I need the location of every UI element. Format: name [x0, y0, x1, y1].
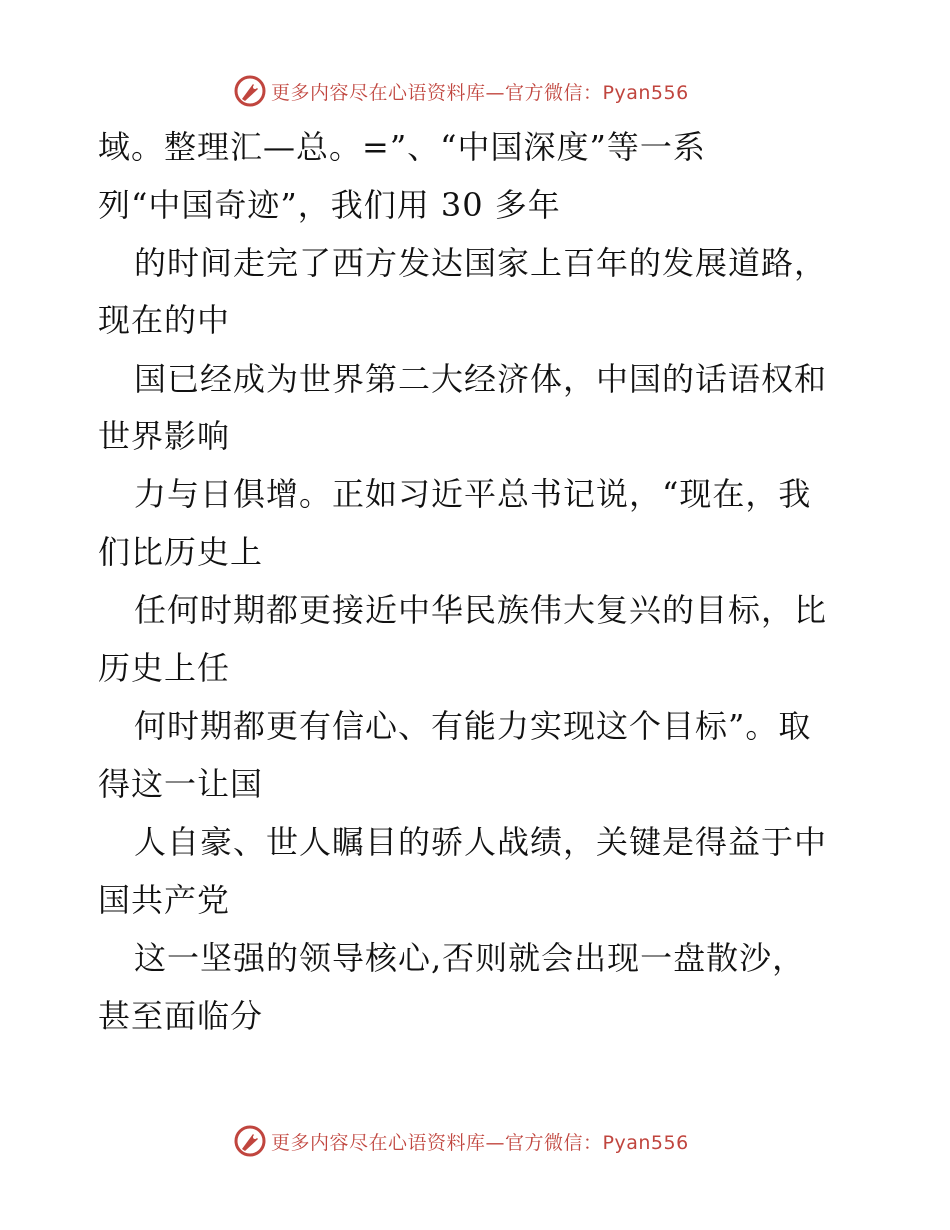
pen-nib-logo-icon	[233, 1124, 267, 1158]
text-line: 世界影响	[98, 417, 231, 455]
text-line: 这一坚强的领导核心,否则就会出现一盘散沙，	[134, 939, 806, 977]
text-line: 们比历史上	[98, 533, 264, 571]
pen-nib-logo-icon	[233, 74, 267, 108]
text-line: 的时间走完了西方发达国家上百年的发展道路，	[134, 244, 828, 282]
text-line: 何时期都更有信心、有能力实现这个目标”。取	[134, 707, 812, 745]
header-banner-content	[233, 74, 689, 108]
text-line: 得这一让国	[98, 765, 264, 803]
header-banner	[0, 70, 950, 110]
text-line: 任何时期都更接近中华民族伟大复兴的目标，比	[134, 591, 828, 629]
text-line: 人自豪、世人瞩目的骄人战绩，关键是得益于中	[134, 823, 828, 861]
text-line: 国共产党	[98, 881, 231, 919]
text-line: 历史上任	[98, 649, 231, 687]
footer-banner-content	[233, 1124, 689, 1158]
text-line: 力与日俱增。正如习近平总书记说，“现在，我	[134, 475, 812, 513]
text-line: 国已经成为世界第二大经济体，中国的话语权和	[134, 360, 828, 398]
footer-banner	[0, 1120, 950, 1160]
text-line: 域。整理汇—总。=”、“中国深度”等一系	[98, 128, 706, 166]
text-line: 列“中国奇迹”，我们用 30 多年	[98, 186, 561, 224]
text-line: 现在的中	[98, 301, 231, 339]
header-banner-text: 更多内容尽在心语资料库—官方微信：Pyan556	[271, 81, 689, 104]
footer-banner-text: 更多内容尽在心语资料库—官方微信：Pyan556	[271, 1131, 689, 1154]
text-line: 甚至面临分	[98, 997, 264, 1035]
